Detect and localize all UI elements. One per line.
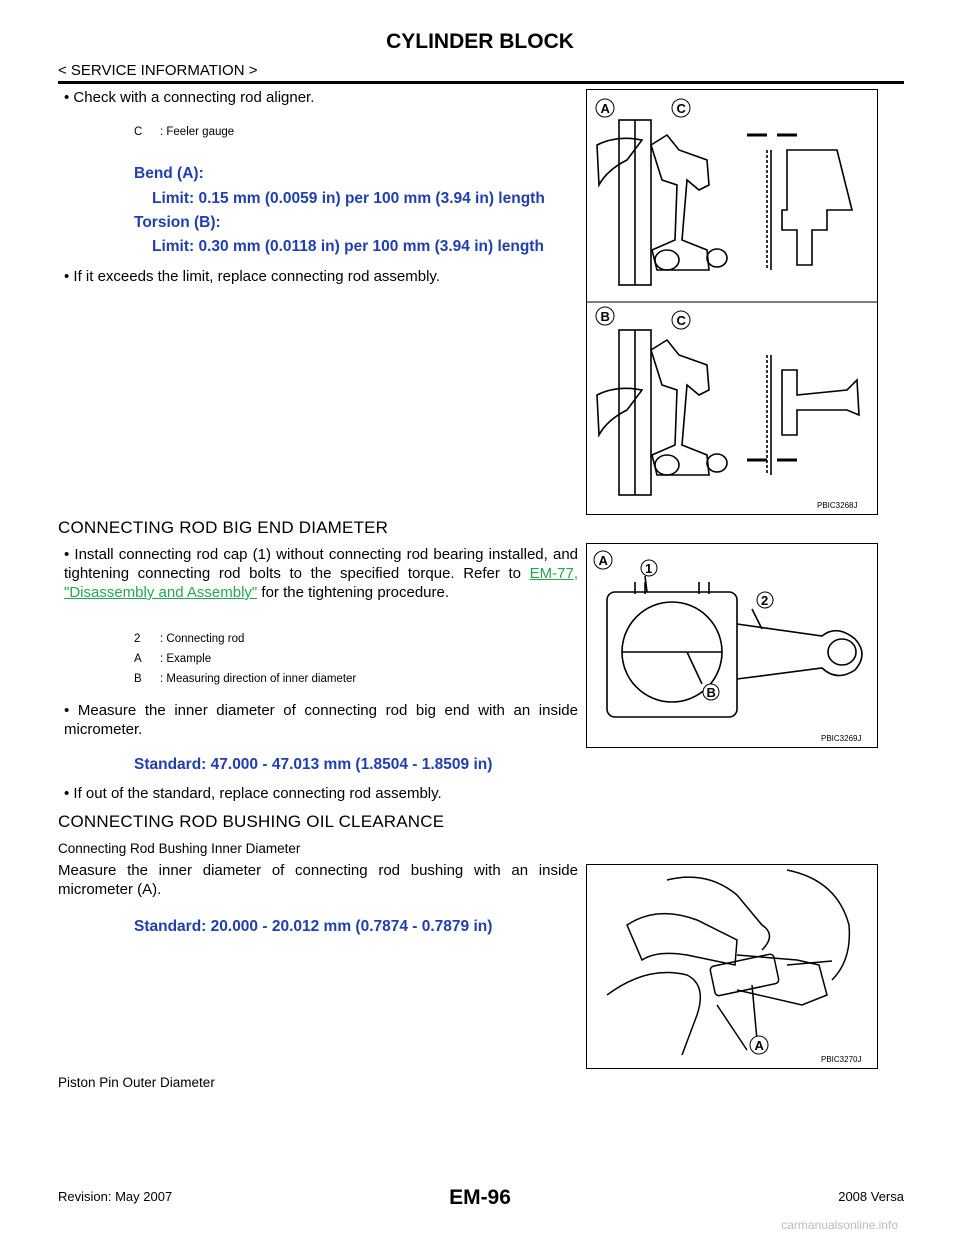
legend-big-end (134, 633, 356, 685)
breadcrumb: < SERVICE INFORMATION > (58, 62, 258, 79)
fig3-id: PBIC3270J (821, 1055, 862, 1064)
legend-key-b: B (134, 673, 142, 685)
figure-rod-aligner (586, 89, 878, 515)
bullet-replace-rod: • If it exceeds the limit, replace connecting rod assembly. (64, 267, 440, 286)
torsion-limit: Limit: 0.30 mm (0.0118 in) per 100 mm (3.94 in) length (152, 238, 544, 255)
legend-text-2: : Connecting rod (160, 633, 245, 645)
fig1-id: PBIC3268J (817, 501, 858, 510)
legend-text-a: : Example (160, 653, 212, 665)
page-number: EM-96 (449, 1186, 511, 1209)
bend-label: Bend (A): (134, 165, 204, 182)
fig2-label-2: 2 (761, 593, 769, 608)
bullet-aligner-check: • Check with a connecting rod aligner. (64, 88, 314, 107)
header-rule (58, 81, 904, 84)
fig1-label-c2: C (676, 313, 686, 328)
bushing-illustration (587, 865, 877, 1068)
link-em77[interactable]: EM-77, "Disassembly and Assembly" (64, 565, 578, 601)
fig2-label-a: A (598, 553, 608, 568)
legend-key-a: A (134, 653, 142, 665)
figure-bushing (586, 864, 878, 1069)
bullet-measure-big-end: • Measure the inner diameter of connecting rod big end with an inside micrometer. (64, 701, 578, 739)
heading-big-end: CONNECTING ROD BIG END DIAMETER (58, 518, 389, 537)
fig1-label-c1: C (676, 101, 686, 116)
bullet-install-cap: • Install connecting rod cap (1) without connecting rod bearing installed, and tightening connecting rod bolts to the specified torque. Refer to EM-77, "Disassembly and Assembly" for the tightening procedure. (64, 546, 579, 601)
fig2-label-b: B (706, 685, 716, 700)
torsion-label: Torsion (B): (134, 214, 221, 231)
bend-limit: Limit: 0.15 mm (0.0059 in) per 100 mm (3.94 in) length (152, 190, 545, 207)
watermark: carmanualsonline.info (781, 1218, 898, 1232)
page-title: CYLINDER BLOCK (386, 30, 574, 53)
install-cap-text: Install connecting rod cap (1) without connecting rod bearing installed, and tightening connecting rod bolts to the specified torque. Refer to (64, 546, 579, 582)
heading-bushing: CONNECTING ROD BUSHING OIL CLEARANCE (58, 812, 445, 831)
bullet-out-of-standard: • If out of the standard, replace connecting rod assembly. (64, 784, 442, 803)
legend-feeler-gauge (134, 126, 234, 138)
fig1-label-a: A (600, 101, 610, 116)
install-cap-post: for the tightening procedure. (261, 584, 450, 601)
fig3-label-a: A (754, 1038, 764, 1053)
fig2-label-1: 1 (645, 561, 653, 576)
legend-key: C (134, 126, 143, 138)
fig2-id: PBIC3269J (821, 734, 862, 743)
subheading-bushing-inner: Connecting Rod Bushing Inner Diameter (58, 841, 301, 856)
fig1-label-b: B (600, 309, 610, 324)
model-year: 2008 Versa (838, 1189, 904, 1204)
legend-text: : Feeler gauge (160, 126, 235, 138)
subheading-piston-pin: Piston Pin Outer Diameter (58, 1075, 215, 1090)
revision-date: Revision: May 2007 (58, 1189, 173, 1204)
standard-bushing: Standard: 20.000 - 20.012 mm (0.7874 - 0.7879 in) (134, 918, 493, 935)
legend-text-b: : Measuring direction of inner diameter (160, 673, 357, 685)
figure-big-end (586, 543, 878, 748)
legend-key-2: 2 (134, 633, 141, 645)
aligner-illustration (587, 90, 877, 514)
standard-big-end: Standard: 47.000 - 47.013 mm (1.8504 - 1.8509 in) (134, 756, 493, 773)
big-end-illustration (587, 544, 877, 747)
para-bushing: Measure the inner diameter of connecting rod bushing with an inside micrometer (A). (58, 862, 578, 898)
